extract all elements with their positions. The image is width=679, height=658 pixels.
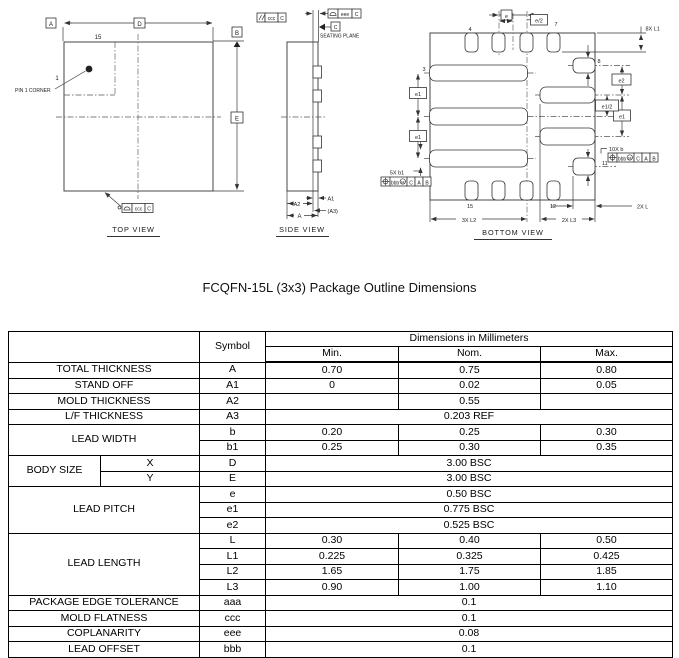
symbol-cell: ccc — [200, 611, 266, 627]
col-header-symbol: Symbol — [200, 332, 266, 363]
max-cell: 1.85 — [541, 564, 673, 580]
dim-a-label: A — [297, 214, 302, 220]
side-lead — [313, 90, 322, 102]
param-cell: PACKAGE EDGE TOLERANCE — [9, 595, 200, 611]
bottom-view-caption: BOTTOM VIEW — [482, 228, 544, 237]
dim-d-label: D — [137, 21, 142, 28]
span-value-cell: 0.203 REF — [266, 409, 673, 425]
span-value-cell: 0.08 — [266, 626, 673, 642]
span-value-cell: 0.1 — [266, 611, 673, 627]
pin-8-label: 8 — [597, 59, 601, 65]
symbol-cell: e2 — [200, 518, 266, 534]
right-small-pad — [573, 158, 595, 175]
pin-3-label: 3 — [422, 67, 426, 73]
symbol-cell: E — [200, 471, 266, 487]
seating-plane-arrow-icon — [319, 24, 325, 31]
dimensions-table — [8, 331, 673, 658]
symbol-cell: b — [200, 425, 266, 441]
dim-e1-label: e1 — [414, 134, 422, 141]
fcf-datum-label: C — [409, 180, 413, 187]
pin1-dot — [86, 66, 93, 73]
package-outline-drawing — [0, 0, 679, 252]
max-cell: 1.10 — [541, 580, 673, 596]
bottom-view — [381, 10, 660, 240]
pin-12-label: 12 — [549, 204, 557, 210]
symbol-cell: e1 — [200, 502, 266, 518]
fcf-tol-label: bbb — [390, 180, 400, 187]
table-row — [9, 362, 673, 378]
table-row — [9, 611, 673, 627]
col-header-max: Max. — [541, 347, 673, 363]
table-row — [9, 471, 673, 487]
symbol-cell: L2 — [200, 564, 266, 580]
side-bottom-extensions — [287, 191, 318, 219]
dim-2x-l: 2X L — [637, 204, 649, 211]
nom-cell: 0.325 — [399, 549, 541, 565]
symbol-cell: bbb — [200, 642, 266, 658]
param-cell: MOLD FLATNESS — [9, 611, 200, 627]
param-cell: TOTAL THICKNESS — [9, 362, 200, 378]
max-cell: 0.30 — [541, 425, 673, 441]
col-header-dims: Dimensions in Millimeters — [266, 332, 673, 347]
fcf-tol-label: eee — [340, 12, 350, 18]
fcf-datum-label: C — [280, 16, 284, 22]
param-cell: COPLANARITY — [9, 626, 200, 642]
min-cell: 0.90 — [266, 580, 399, 596]
right-bar-pad — [540, 87, 595, 103]
fcf-datum-label: C — [147, 206, 151, 213]
span-value-cell: 0.775 BSC — [266, 502, 673, 518]
seating-plane-label: SEATING PLANE — [320, 33, 360, 40]
b-callout-leader — [601, 149, 607, 154]
table-row — [9, 642, 673, 658]
table-row — [9, 409, 673, 425]
col-header-nom: Nom. — [399, 347, 541, 363]
nom-cell: 0.25 — [399, 425, 541, 441]
param-cell: LEAD OFFSET — [9, 642, 200, 658]
max-cell: 0.80 — [541, 362, 673, 378]
max-cell: 0.425 — [541, 549, 673, 565]
m-circle-letter: M — [628, 155, 632, 161]
table-row — [9, 533, 673, 549]
min-cell: 0.225 — [266, 549, 399, 565]
table-row — [9, 595, 673, 611]
symbol-cell: A1 — [200, 378, 266, 394]
top-view-caption: TOP VIEW — [112, 225, 155, 234]
dim-e-half-label: e/2 — [535, 18, 543, 25]
bottom-pad — [547, 181, 560, 200]
nom-cell: 0.55 — [399, 394, 541, 410]
callout-10x-b: 10X b — [609, 147, 624, 153]
bottom-pad — [492, 181, 505, 200]
symbol-cell: eee — [200, 626, 266, 642]
fcf-datum-label: A — [644, 156, 648, 163]
dim-3x-l2: 3X L2 — [461, 217, 477, 224]
symbol-cell: e — [200, 487, 266, 503]
pin1-leader — [55, 71, 86, 89]
max-cell: 0.05 — [541, 378, 673, 394]
min-cell — [266, 394, 399, 410]
side-lead — [313, 66, 322, 78]
table-row — [9, 425, 673, 441]
max-cell: 0.50 — [541, 533, 673, 549]
l1-extensions — [562, 33, 646, 52]
side-view — [257, 9, 361, 237]
top-pad — [492, 33, 505, 52]
dim-e2-label: e2 — [618, 78, 625, 85]
dim-e-label: E — [234, 116, 240, 123]
symbol-cell: A3 — [200, 409, 266, 425]
span-value-cell: 0.525 BSC — [266, 518, 673, 534]
fcf-datum-label: C — [636, 156, 640, 163]
callout-5x-b1: 5X b1 — [389, 170, 405, 177]
datum-b-label: B — [234, 30, 240, 37]
datum-b-triangle-icon — [234, 41, 241, 47]
fcf-tol-label: ccc — [267, 16, 276, 22]
pin-11-label: 11 — [602, 161, 608, 167]
col-header-min: Min. — [266, 347, 399, 363]
left-bar-pad — [430, 150, 528, 167]
fcf-tol-label: ccc — [134, 206, 143, 213]
span-value-cell: 0.50 BSC — [266, 487, 673, 503]
min-cell: 0.70 — [266, 362, 399, 378]
fcf-flatness-top — [122, 204, 153, 213]
right-bar-pad — [540, 128, 595, 145]
max-cell: 0.35 — [541, 440, 673, 456]
nom-cell: 1.75 — [399, 564, 541, 580]
right-small-pad — [573, 58, 595, 73]
param-cell: LEAD WIDTH — [9, 425, 200, 456]
table-row — [9, 394, 673, 410]
fcf-coplanarity — [328, 9, 361, 18]
fcf-leader-dot — [118, 206, 121, 209]
min-cell: 0.30 — [266, 533, 399, 549]
span-value-cell: 0.1 — [266, 642, 673, 658]
pin-15-label: 15 — [466, 204, 474, 210]
fcf-datum-label: C — [354, 12, 359, 18]
seating-datum-label: C — [333, 25, 338, 31]
fcf-leader — [105, 193, 121, 207]
page-title: FCQFN-15L (3x3) Package Outline Dimensions — [202, 280, 477, 295]
symbol-cell: L3 — [200, 580, 266, 596]
bottom-pad — [520, 181, 533, 200]
pin-7-label: 7 — [554, 22, 558, 28]
pin-15-label: 15 — [94, 35, 102, 41]
table-row — [9, 456, 673, 472]
callout-8x-l1: 8X L1 — [645, 26, 660, 33]
table-row — [9, 626, 673, 642]
side-view-caption: SIDE VIEW — [279, 225, 325, 234]
min-cell: 1.65 — [266, 564, 399, 580]
param-cell: BODY SIZE — [9, 456, 101, 487]
fcf-datum-label: A — [417, 180, 421, 187]
fcf-parallelism — [257, 13, 286, 22]
span-value-cell: 3.00 BSC — [266, 471, 673, 487]
span-value-cell: 3.00 BSC — [266, 456, 673, 472]
top-pad — [520, 33, 533, 52]
sub-param-cell: X — [101, 456, 200, 472]
left-bar-pad — [430, 65, 528, 81]
dim-a3-label: (A3) — [327, 209, 338, 215]
top-view-body-outline — [64, 42, 213, 191]
pin-4-label: 4 — [468, 27, 472, 33]
param-cell: LEAD LENGTH — [9, 533, 200, 595]
min-cell: 0 — [266, 378, 399, 394]
pin1-corner-label: PIN 1 CORNER — [15, 88, 51, 94]
dim-e1-half-label: e1/2 — [601, 104, 613, 111]
param-cell: LEAD PITCH — [9, 487, 200, 534]
top-view — [15, 18, 244, 237]
top-pad — [465, 33, 478, 52]
symbol-cell: A — [200, 362, 266, 378]
sub-param-cell: Y — [101, 471, 200, 487]
table-corner-cell — [9, 332, 200, 363]
nom-cell: 0.30 — [399, 440, 541, 456]
left-bar-pad — [430, 108, 528, 125]
table-row — [9, 487, 673, 503]
min-cell: 0.25 — [266, 440, 399, 456]
symbol-cell: L1 — [200, 549, 266, 565]
nom-cell: 1.00 — [399, 580, 541, 596]
dim-e1-label: e1 — [414, 91, 422, 98]
side-lead — [313, 160, 322, 172]
side-lead — [313, 136, 322, 148]
symbol-cell: b1 — [200, 440, 266, 456]
dim-e1-label: e1 — [618, 114, 626, 121]
dim-2x-l3: 2X L3 — [561, 217, 577, 224]
m-circle-letter: M — [401, 179, 405, 185]
table-row — [9, 378, 673, 394]
datum-a-label: A — [48, 21, 54, 28]
param-cell: MOLD THICKNESS — [9, 394, 200, 410]
dim-a1-label: A1 — [327, 196, 335, 203]
symbol-cell: L — [200, 533, 266, 549]
pin-1-label: 1 — [55, 76, 59, 82]
fcf-position-left — [381, 177, 431, 186]
fcf-datum-label: B — [425, 180, 429, 187]
symbol-cell: D — [200, 456, 266, 472]
dim-a2-label: A2 — [293, 202, 301, 208]
top-pad — [547, 33, 560, 52]
dim-e-label: e — [504, 13, 509, 20]
fcf-position-right — [608, 153, 658, 162]
nom-cell: 0.75 — [399, 362, 541, 378]
max-cell — [541, 394, 673, 410]
fcf-tol-label: bbb — [617, 156, 627, 163]
leadframe-extensions — [313, 10, 319, 42]
top-view-centerlines — [56, 34, 221, 199]
fcf-datum-label: B — [652, 156, 656, 163]
symbol-cell: aaa — [200, 595, 266, 611]
param-cell: STAND OFF — [9, 378, 200, 394]
param-cell: L/F THICKNESS — [9, 409, 200, 425]
nom-cell: 0.02 — [399, 378, 541, 394]
bottom-pad — [465, 181, 478, 200]
span-value-cell: 0.1 — [266, 595, 673, 611]
nom-cell: 0.40 — [399, 533, 541, 549]
min-cell: 0.20 — [266, 425, 399, 441]
symbol-cell: A2 — [200, 394, 266, 410]
